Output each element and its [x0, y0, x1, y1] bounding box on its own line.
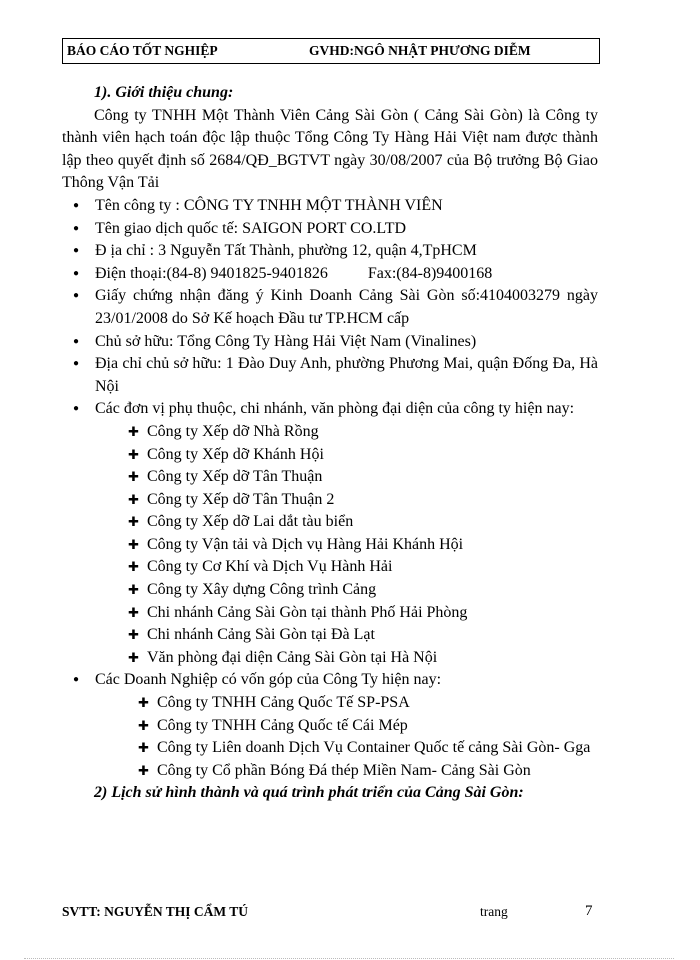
list-item: ● Chủ sở hữu: Tổng Công Ty Hàng Hải Việt Nam (Vinalines): [62, 331, 598, 354]
list-item: ✚ Văn phòng đại diện Cảng Sài Gòn tại Hà Nội: [62, 647, 598, 670]
list-item: ✚ Công ty Cơ Khí và Dịch Vụ Hành Hải: [62, 556, 598, 579]
section-1-title: 1). Giới thiệu chung:: [94, 84, 234, 101]
capital-list-wrapper: [62, 669, 598, 692]
list-item: ● Địa chỉ chủ sở hữu: 1 Đào Duy Anh, phường Phương Mai, quận Đống Đa, Hà Nội: [62, 353, 598, 398]
list-item: ✚ Công ty Cổ phần Bóng Đá thép Miền Nam- Cảng Sài Gòn: [62, 760, 598, 783]
capital-intro: ● Các Doanh Nghiệp có vốn góp của Công Ty hiện nay:: [62, 669, 598, 692]
list-item: ✚ Công ty Xếp dỡ Nhà Rồng: [62, 421, 598, 444]
list-item: ✚ Công ty Xếp dỡ Lai dắt tàu biển: [62, 511, 598, 534]
list-item: ✚ Công ty Xây dựng Công trình Cảng: [62, 579, 598, 602]
units-item: [62, 398, 598, 421]
list-item: ● Đ ịa chỉ : 3 Nguyễn Tất Thành, phường 12, quận 4,TpHCM: [62, 240, 598, 263]
list-item: ✚ Công ty Xếp dỡ Khánh Hội: [62, 444, 598, 467]
page-bottom-divider: [24, 958, 674, 959]
list-item: ✚ Công ty Liên doanh Dịch Vụ Container Quốc tế cảng Sài Gòn- Gga: [62, 737, 598, 760]
phone-fax-item: [62, 263, 598, 286]
list-item: ● Tên công ty : CÔNG TY TNHH MỘT THÀNH VIÊN: [62, 195, 598, 218]
phone-text: Điện thoại:(84-8) 9401825-9401826: [95, 264, 328, 282]
intro-paragraph: Công ty TNHH Một Thành Viên Cảng Sài Gòn ( Cảng Sài Gòn) là Công ty thành viên hạch toán độc lập thuộc Tổng Công Ty Hàng Hải Việt nam được thành lập theo quyết định số 2684/QĐ_BGTVT ngày 30/08/2007 của Bộ trưởng Bộ Giao Thông Vận Tải: [62, 106, 598, 192]
list-item: ✚ Công ty Vận tải và Dịch vụ Hàng Hải Khánh Hội: [62, 534, 598, 557]
list-item: ✚ Công ty TNHH Cảng Quốc tế Cái Mép: [62, 715, 598, 738]
list-item: ✚ Chi nhánh Cảng Sài Gòn tại thành Phố Hải Phòng: [62, 602, 598, 625]
list-item: ✚ Chi nhánh Cảng Sài Gòn tại Đà Lạt: [62, 624, 598, 647]
capital-list: [62, 692, 598, 782]
page-label: trang: [480, 904, 508, 919]
units-list: [62, 421, 598, 670]
list-item: ● Giấy chứng nhận đăng ý Kinh Doanh Cảng Sài Gòn số:4104003279 ngày 23/01/2008 do Sở Kế hoạch Đầu tư TP.HCM cấp: [62, 285, 598, 330]
units-intro: Các đơn vị phụ thuộc, chi nhánh, văn phòng đại diện của công ty hiện nay:: [95, 400, 575, 418]
student-name: SVTT: NGUYỄN THỊ CẨM TÚ: [62, 904, 249, 919]
company-info-list: [62, 195, 598, 421]
page-header: [62, 38, 600, 64]
section-2-title: 2) Lịch sử hình thành và quá trình phát triển của Cảng Sài Gòn:: [94, 784, 524, 802]
advisor-name: GVHD:NGÔ NHẬT PHƯƠNG DIỄM: [309, 43, 531, 58]
list-item: ● Tên giao dịch quốc tế: SAIGON PORT CO.LTD: [62, 218, 598, 241]
fax-text: Fax:(84-8)9400168: [367, 264, 493, 282]
list-item: ✚ Công ty TNHH Cảng Quốc Tế SP-PSA: [62, 692, 598, 715]
page-number: 7: [585, 903, 593, 919]
document-body: [62, 82, 598, 805]
list-item: ✚ Công ty Xếp dỡ Tân Thuận 2: [62, 489, 598, 512]
list-item: ✚ Công ty Xếp dỡ Tân Thuận: [62, 466, 598, 489]
report-title: BÁO CÁO TỐT NGHIỆP: [67, 43, 218, 58]
